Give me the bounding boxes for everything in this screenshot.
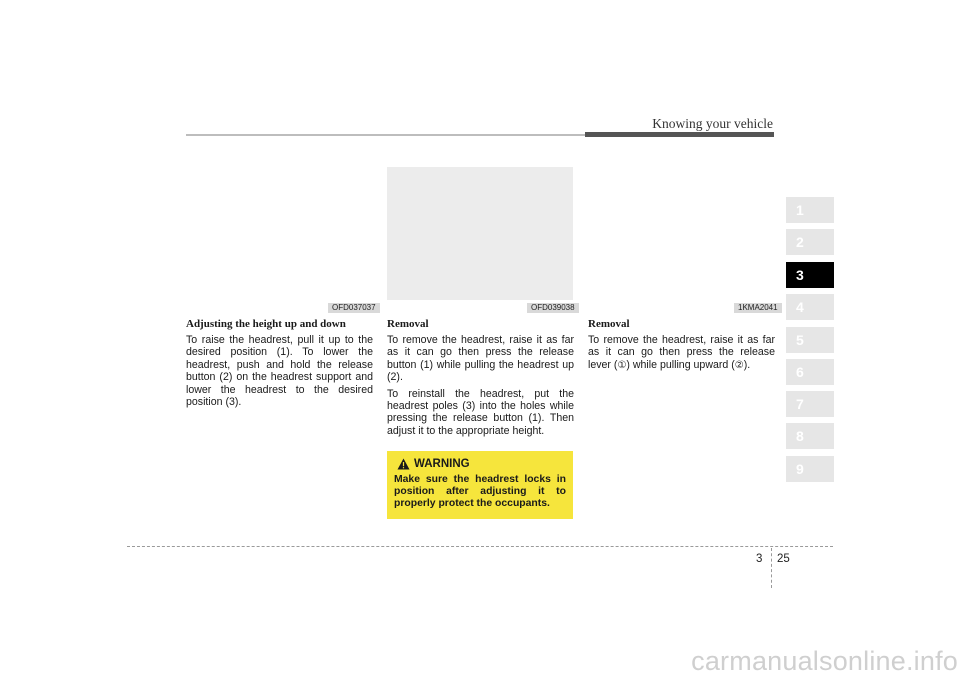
figure-code-2: OFD039038 — [527, 303, 579, 313]
chapter-tab-9[interactable]: 9 — [786, 456, 834, 482]
col1-paragraph: To raise the headrest, pull it up to the desired position (1). To lower the headrest, push and hold the release button (2) on the headrest support and lower the headrest to the desired position (3). — [186, 334, 373, 409]
chapter-tab-1[interactable]: 1 — [786, 197, 834, 223]
col2-paragraph-2: To reinstall the headrest, put the headrest poles (3) into the holes while pressing the release button (1). Then adjust it to the appropriate height. — [387, 387, 574, 437]
col3-heading: Removal — [588, 318, 630, 330]
col3-paragraph — [588, 334, 775, 372]
footer-vertical-rule — [771, 548, 772, 588]
chapter-tab-6[interactable]: 6 — [786, 359, 834, 385]
warning-text: Make sure the headrest locks in position after adjusting it to properly protect the occupants. — [394, 474, 566, 509]
chapter-tab-2[interactable]: 2 — [786, 229, 834, 255]
warning-box — [387, 451, 573, 519]
chapter-tab-5[interactable]: 5 — [786, 327, 834, 353]
circled-number-2: ② — [734, 359, 744, 371]
header-rule-accent — [585, 132, 774, 137]
chapter-tab-7[interactable]: 7 — [786, 391, 834, 417]
chapter-tab-8[interactable]: 8 — [786, 423, 834, 449]
chapter-tab-3[interactable]: 3 — [786, 262, 834, 288]
col3-text-b: ) while pulling upward ( — [626, 358, 735, 371]
page-section-number: 3 — [756, 553, 763, 565]
warning-header — [397, 458, 566, 470]
figure-code-1: OFD037037 — [328, 303, 380, 313]
column-2 — [387, 318, 574, 441]
col3-text-c: ). — [743, 358, 751, 371]
col2-paragraph-1: To remove the headrest, raise it as far as it can go then press the release button (1) while pulling the headrest up (2). — [387, 334, 574, 384]
page-number: 25 — [777, 553, 790, 565]
figure-code-3: 1KMA2041 — [734, 303, 782, 313]
watermark: carmanualsonline.info — [691, 646, 958, 676]
warning-title: WARNING — [414, 458, 470, 470]
column-1 — [186, 318, 373, 412]
running-title: Knowing your vehicle — [652, 116, 773, 131]
chapter-tab-4[interactable]: 4 — [786, 294, 834, 320]
column-3 — [588, 318, 775, 376]
col3-text-a: To remove the headrest, raise it as far as it can go then press the release lever ( — [588, 334, 775, 371]
circled-number-1: ① — [617, 359, 627, 371]
warning-triangle-icon — [397, 458, 410, 470]
figure-image-placeholder — [387, 167, 573, 300]
col1-heading: Adjusting the height up and down — [186, 318, 346, 330]
col2-heading: Removal — [387, 318, 429, 330]
footer-rule — [127, 546, 833, 547]
